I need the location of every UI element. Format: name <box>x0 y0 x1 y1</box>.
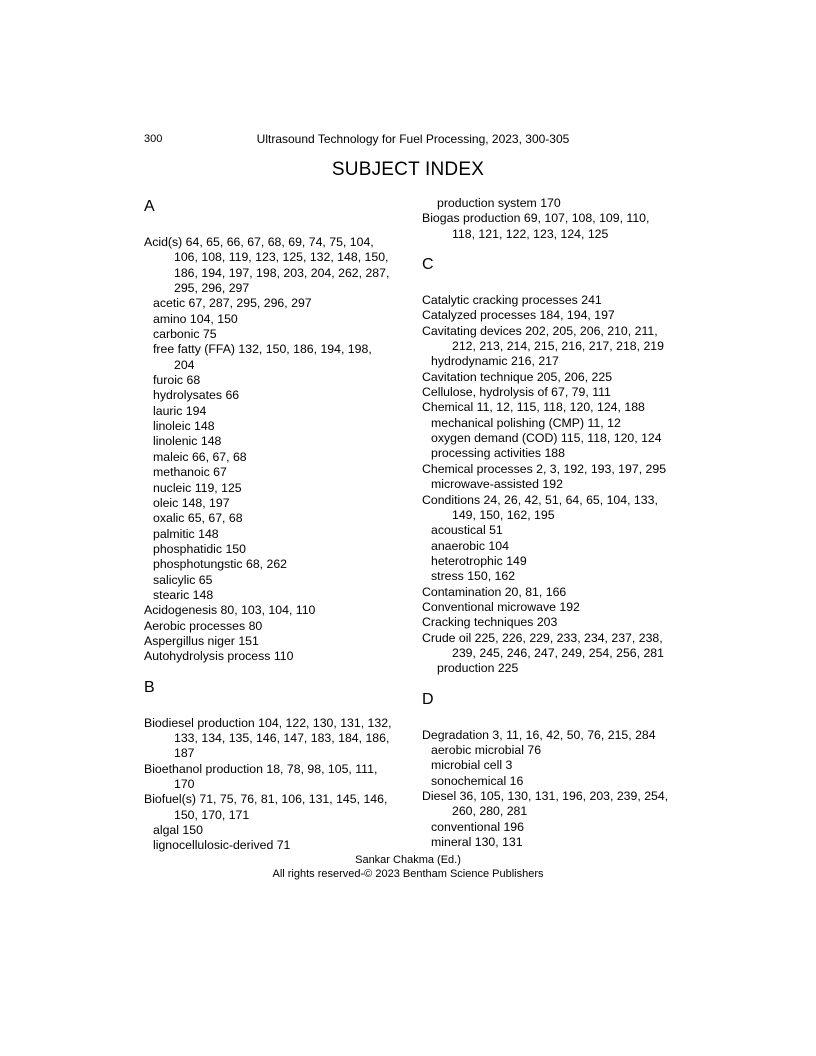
index-entry: Chemical processes 2, 3, 192, 193, 197, 295 <box>422 461 667 476</box>
index-subentry: stress 150, 162 <box>431 569 516 584</box>
index-entry: Cavitation technique 205, 206, 225 <box>422 369 613 384</box>
index-entry: Diesel 36, 105, 130, 131, 196, 203, 239, 254, <box>422 789 669 803</box>
index-entry: Degradation 3, 11, 16, 42, 50, 76, 215, 284 <box>422 727 656 742</box>
index-subentry: aerobic microbial 76 <box>431 742 542 757</box>
index-subentry: methanoic 67 <box>153 465 227 480</box>
index-entry: Contamination 20, 81, 166 <box>422 584 567 599</box>
section-letter: A <box>144 198 155 215</box>
index-subentry: maleic 66, 67, 68 <box>153 449 247 464</box>
index-subentry: oleic 148, 197 <box>153 495 230 510</box>
index-subentry: linolenic 148 <box>153 434 222 449</box>
index-entry: Cellulose, hydrolysis of 67, 79, 111 <box>422 385 611 400</box>
index-subentry: lignocellulosic-derived 71 <box>153 838 291 853</box>
index-subentry: conventional 196 <box>431 819 524 834</box>
index-entry: Aspergillus niger 151 <box>144 633 259 648</box>
index-subentry: algal 150 <box>153 823 203 838</box>
index-entry-continuation: 212, 213, 214, 215, 216, 217, 218, 219 <box>452 339 664 354</box>
index-subentry: mineral 130, 131 <box>431 835 523 850</box>
page-number: 300 <box>144 133 163 145</box>
index-entry: Crude oil 225, 226, 229, 233, 234, 237, 238, <box>422 630 663 645</box>
index-subentry: hydrodynamic 216, 217 <box>431 354 559 369</box>
index-entry-continuation: 260, 280, 281 <box>452 804 528 819</box>
index-subentry: microbial cell 3 <box>431 758 513 773</box>
index-subentry: amino 104, 150 <box>153 311 238 326</box>
index-entry: Autohydrolysis process 110 <box>144 649 294 664</box>
index-entry: Bioethanol production 18, 78, 98, 105, 111, <box>144 761 378 776</box>
index-entry: Aerobic processes 80 <box>144 618 263 633</box>
section-letter: D <box>422 690 434 708</box>
index-entry-continuation: 204 <box>174 357 195 372</box>
index-subentry: mechanical polishing (CMP) 11, 12 <box>431 415 621 430</box>
index-subentry: hydrolysates 66 <box>153 388 240 403</box>
section-letter: B <box>144 678 155 696</box>
index-subentry: palmitic 148 <box>153 526 219 541</box>
index-entry: Cavitating devices 202, 205, 206, 210, 211, <box>422 323 658 338</box>
index-subentry: carbonic 75 <box>153 327 217 342</box>
index-subentry: processing activities 188 <box>431 446 565 461</box>
index-column-right <box>422 196 672 850</box>
index-entry: Conventional microwave 192 <box>422 599 580 614</box>
footer-editor: Sankar Chakma (Ed.) <box>355 854 461 866</box>
index-subentry: production 225 <box>437 661 519 676</box>
index-entry-continuation: 150, 170, 171 <box>174 807 250 822</box>
index-subentry: phosphotungstic 68, 262 <box>153 557 288 572</box>
index-subentry: sonochemical 16 <box>431 773 524 788</box>
index-entry: Biogas production 69, 107, 108, 109, 110, <box>422 211 650 226</box>
index-subentry: salicylic 65 <box>153 572 213 587</box>
index-subentry: linoleic 148 <box>153 419 215 434</box>
index-entry-continuation: 239, 245, 246, 247, 249, 254, 256, 281 <box>452 645 664 660</box>
index-entry: Biodiesel production 104, 122, 130, 131, 132, <box>144 715 392 730</box>
index-subentry: heterotrophic 149 <box>431 553 527 568</box>
index-subentry: acetic 67, 287, 295, 296, 297 <box>153 296 312 311</box>
index-entry: Conditions 24, 26, 42, 51, 64, 65, 104, 133, <box>422 492 658 507</box>
index-entry-continuation: 106, 108, 119, 123, 125, 132, 148, 150, <box>174 250 389 265</box>
index-entry: Biofuel(s) 71, 75, 76, 81, 106, 131, 145, 146, <box>144 792 388 807</box>
index-subentry: furoic 68 <box>153 373 201 388</box>
index-subentry: acoustical 51 <box>431 523 503 538</box>
index-subentry: free fatty (FFA) 132, 150, 186, 194, 198, <box>153 342 372 357</box>
index-entry-continuation: 118, 121, 122, 123, 124, 125 <box>452 226 609 241</box>
index-subentry: production system 170 <box>437 196 561 210</box>
index-subentry: anaerobic 104 <box>431 538 509 553</box>
index-entry: Acid(s) 64, 65, 66, 67, 68, 69, 74, 75, 104, <box>144 235 374 249</box>
index-subentry: oxygen demand (COD) 115, 118, 120, 124 <box>431 431 662 446</box>
index-entry: Cracking techniques 203 <box>422 615 558 630</box>
index-entry: Catalyzed processes 184, 194, 197 <box>422 308 615 323</box>
index-entry: Catalytic cracking processes 241 <box>422 293 602 308</box>
index-entry-continuation: 149, 150, 162, 195 <box>452 507 555 522</box>
running-title: Ultrasound Technology for Fuel Processing, 2023, 300-305 <box>256 132 570 146</box>
index-entry-continuation: 186, 194, 197, 198, 203, 204, 262, 287, <box>174 265 390 280</box>
index-subentry: oxalic 65, 67, 68 <box>153 511 243 526</box>
index-entry-continuation: 133, 134, 135, 146, 147, 183, 184, 186, <box>174 730 390 745</box>
page-title: SUBJECT INDEX <box>331 159 485 180</box>
index-entry-continuation: 295, 296, 297 <box>174 281 250 296</box>
index-entry: Acidogenesis 80, 103, 104, 110 <box>144 603 316 618</box>
index-subentry: phosphatidic 150 <box>153 541 246 556</box>
index-entry-continuation: 187 <box>174 746 195 761</box>
index-subentry: microwave-assisted 192 <box>431 477 563 492</box>
index-subentry: stearic 148 <box>153 587 214 602</box>
index-subentry: lauric 194 <box>153 403 207 418</box>
index-subentry: nucleic 119, 125 <box>153 480 242 495</box>
section-letter: C <box>422 256 434 274</box>
footer-copyright: All rights reserved-© 2023 Bentham Science Publishers <box>272 868 544 880</box>
index-entry: Chemical 11, 12, 115, 118, 120, 124, 188 <box>422 400 645 415</box>
index-entry-continuation: 170 <box>174 777 195 791</box>
index-column-left <box>144 196 394 854</box>
